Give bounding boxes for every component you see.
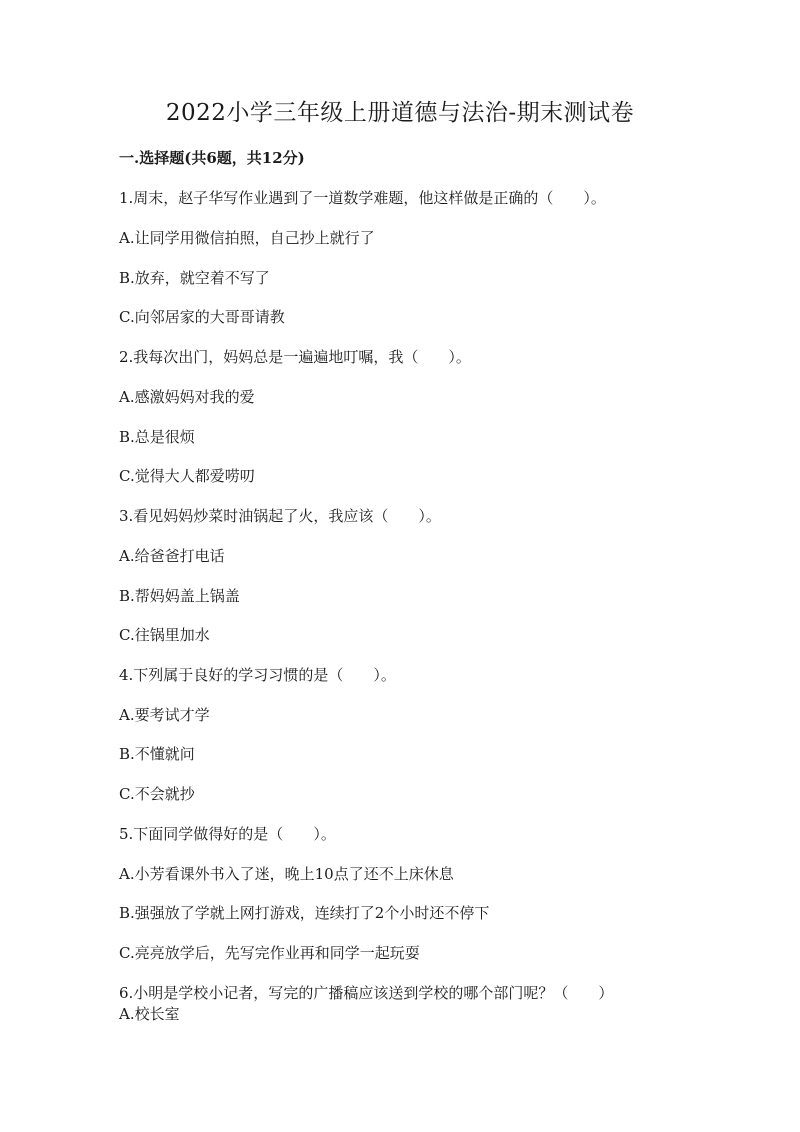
question-6-option-a: A.校长室: [119, 1005, 180, 1023]
question-3-option-b: B.帮妈妈盖上锅盖: [119, 587, 240, 605]
question-5-option-b: B.强强放了学就上网打游戏，连续打了2个小时还不停下: [119, 904, 490, 922]
question-6-stem: 6.小明是学校小记者，写完的广播稿应该送到学校的哪个部门呢？（ ）: [119, 984, 614, 1002]
question-1-stem: 1.周末，赵子华写作业遇到了一道数学难题，他这样做是正确的（ ）。: [119, 189, 606, 207]
question-4-option-b: B.不懂就问: [119, 745, 195, 763]
question-4-option-c: C.不会就抄: [119, 785, 195, 803]
question-2-option-a: A.感激妈妈对我的爱: [119, 388, 255, 406]
question-5-stem: 5.下面同学做得好的是（ ）。: [119, 825, 336, 843]
question-3-option-c: C.往锅里加水: [119, 626, 210, 644]
question-5-option-a: A.小芳看课外书入了迷，晚上10点了还不上床休息: [119, 865, 454, 883]
question-2-option-c: C.觉得大人都爱唠叨: [119, 467, 255, 485]
question-1-option-c: C.向邻居家的大哥哥请教: [119, 308, 285, 326]
question-2-option-b: B.总是很烦: [119, 428, 195, 446]
question-4-option-a: A.要考试才学: [119, 706, 210, 724]
question-3-option-a: A.给爸爸打电话: [119, 547, 225, 565]
question-5-option-c: C.亮亮放学后，先写完作业再和同学一起玩耍: [119, 944, 420, 962]
question-3-stem: 3.看见妈妈炒菜时油锅起了火，我应该（ ）。: [119, 507, 441, 525]
question-4-stem: 4.下列属于良好的学习习惯的是（ ）。: [119, 666, 396, 684]
page-title: 2022小学三年级上册道德与法治-期末测试卷: [165, 100, 635, 126]
question-1-option-a: A.让同学用微信拍照，自己抄上就行了: [119, 229, 375, 247]
question-1-option-b: B.放弃，就空着不写了: [119, 269, 270, 287]
question-2-stem: 2.我每次出门，妈妈总是一遍遍地叮嘱，我（ ）。: [119, 348, 471, 366]
section-heading: 一.选择题(共6题，共12分): [119, 149, 305, 167]
